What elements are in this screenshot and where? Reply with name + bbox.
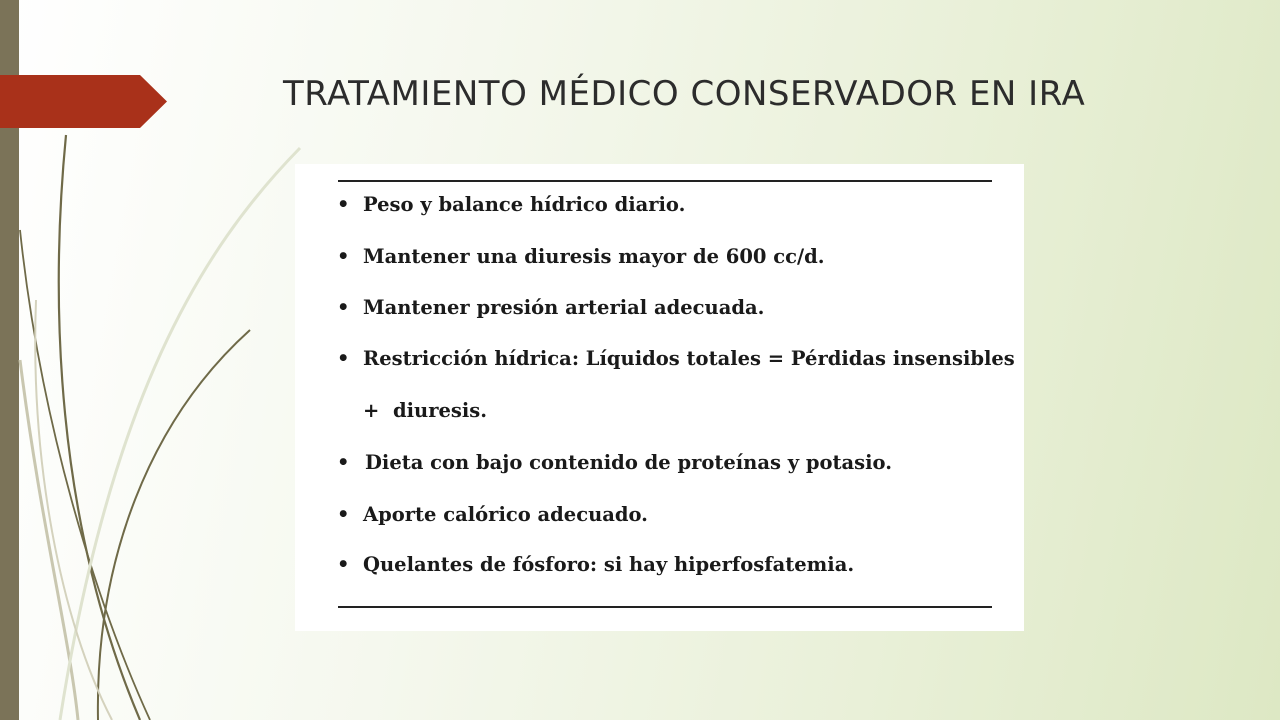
list-item-text: Dieta con bajo contenido de proteínas y potasio. [365,451,892,474]
bottom-rule [338,606,992,608]
bullet-icon: • [337,503,350,526]
list-item-text: Aporte calórico adecuado. [363,503,648,526]
grass-stroke [59,135,140,720]
bullet-icon: • [337,245,350,268]
plus-icon: + [363,399,380,422]
list-item-text: Restricción hídrica: Líquidos totales = Pérdidas insensibles [363,347,1015,370]
list-item [337,503,648,526]
list-item-text: diuresis. [393,399,488,422]
slide-title: TRATAMIENTO MÉDICO CONSERVADOR EN IRA [283,74,1086,114]
bullet-icon: • [337,553,350,576]
list-item-text: Mantener presión arterial adecuada. [363,296,765,319]
bullet-icon: • [337,347,350,370]
title-arrow-tag [0,75,167,128]
grass-stroke [98,330,250,720]
bullet-icon: • [337,296,350,319]
list-item-text: Quelantes de fósforo: si hay hiperfosfatemia. [363,553,855,576]
list-item [337,193,685,216]
list-item [337,296,764,319]
list-item [337,347,1015,370]
list-item-text: Mantener una diuresis mayor de 600 cc/d. [363,245,825,268]
list-item [337,451,892,474]
grass-stroke [60,148,300,720]
list-item-text: Peso y balance hídrico diario. [363,193,686,216]
list-item-continuation [363,399,487,422]
bullet-icon: • [337,451,350,474]
bullet-icon: • [337,193,350,216]
treatment-list [295,164,1024,631]
list-item [337,245,825,268]
content-panel [295,164,1024,631]
grass-stroke [20,230,150,720]
list-item [337,553,854,576]
